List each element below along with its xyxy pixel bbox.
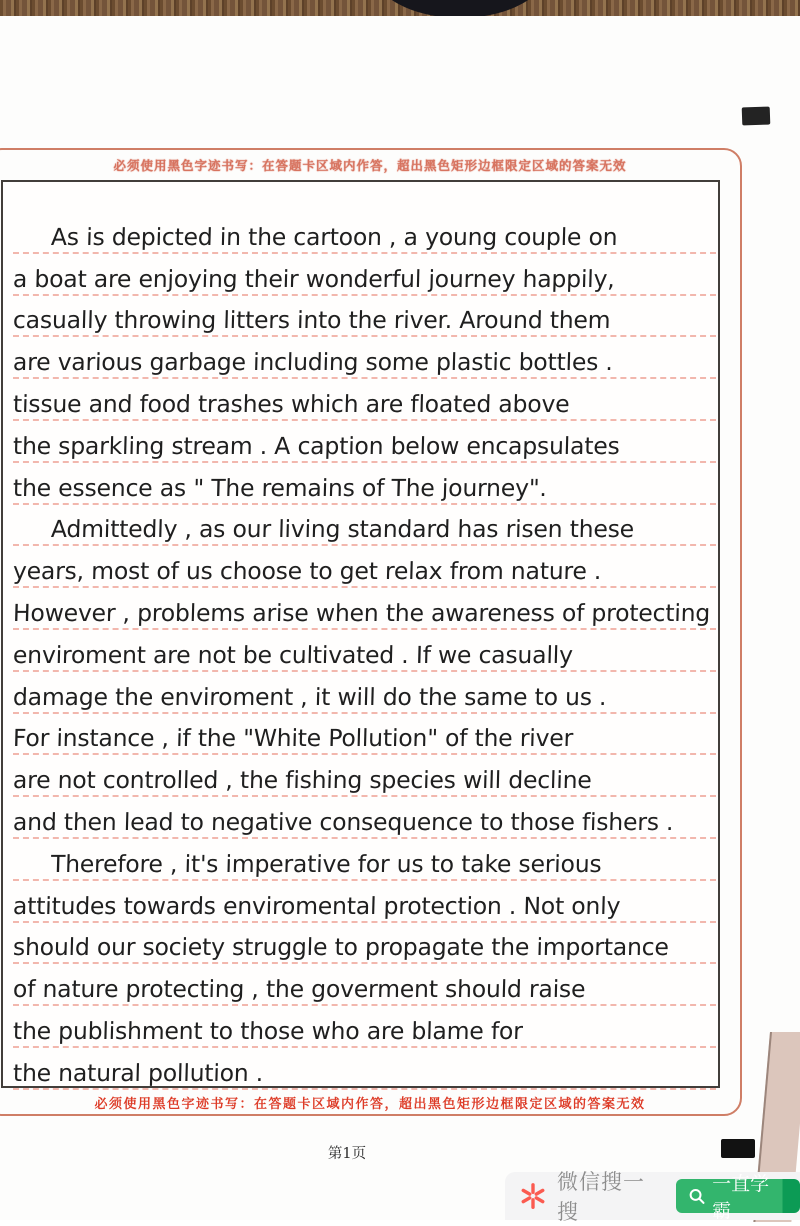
top-instruction-text: 必须使用黑色字迹书写：在答题卡区域内作答，超出黑色矩形边框限定区域的答案无效 xyxy=(113,158,627,173)
registration-mark-bottom-right xyxy=(721,1139,755,1158)
essay-line-text: damage the enviroment , it will do the same to us . xyxy=(12,682,607,711)
essay-line-text: the natural pollution . xyxy=(12,1058,264,1087)
essay-line-text: Admittedly , as our living standard has risen these xyxy=(50,515,635,544)
essay-line xyxy=(13,379,716,421)
essay-line xyxy=(13,630,716,672)
essay-line xyxy=(13,839,716,881)
essay-line xyxy=(13,1048,716,1090)
essay-line-text: attitudes towards enviromental protection . Not only xyxy=(12,891,621,920)
essay-line-text: should our society struggle to propagate the importance xyxy=(12,933,670,962)
essay-line xyxy=(13,337,716,379)
essay-line-text: the publishment to those who are blame for xyxy=(12,1016,524,1045)
registration-mark-top-right xyxy=(742,107,771,126)
essay-line xyxy=(13,212,716,254)
essay-line xyxy=(13,296,716,338)
essay-line xyxy=(13,505,716,547)
essay-line-text: casually throwing litters into the river. Around them xyxy=(12,306,611,335)
essay-line xyxy=(13,463,716,505)
essay-line-text: of nature protecting , the goverment should raise xyxy=(12,975,586,1004)
desk-wood-background xyxy=(0,0,800,16)
essay-answer-area xyxy=(1,180,720,1088)
essay-line xyxy=(13,964,716,1006)
essay-line-text: years, most of us choose to get relax from nature . xyxy=(12,557,602,586)
essay-line xyxy=(13,714,716,756)
essay-line-text: However , problems arise when the awareness of protecting xyxy=(12,598,711,627)
essay-line xyxy=(13,421,716,463)
handwritten-essay xyxy=(13,212,716,1090)
essay-line xyxy=(13,588,716,630)
watermark-brand-label: 微信搜一搜 xyxy=(557,1170,645,1224)
page-number: 第1页 xyxy=(327,1146,367,1162)
essay-line xyxy=(13,881,716,923)
essay-line-text: enviroment are not be cultivated . If we casually xyxy=(12,640,574,669)
essay-line-text: the sparkling stream . A caption below encapsulates xyxy=(12,431,620,460)
essay-line-text: and then lead to negative consequence to those fishers . xyxy=(12,807,674,836)
essay-line-text: For instance , if the "White Pollution" of the river xyxy=(12,724,574,753)
spark-asterisk-icon xyxy=(518,1181,548,1211)
dark-round-object xyxy=(372,0,548,16)
essay-line xyxy=(13,923,716,965)
essay-line xyxy=(13,546,716,588)
essay-line-text: are various garbage including some plastic bottles . xyxy=(12,348,614,377)
essay-line-text: tissue and food trashes which are floated above xyxy=(12,389,570,418)
search-button-label: 一直学霸 xyxy=(712,1173,770,1222)
essay-line-text: a boat are enjoying their wonderful journey happily, xyxy=(12,264,615,293)
essay-line-text: As is depicted in the cartoon , a young couple on xyxy=(50,222,618,251)
essay-line-text: the essence as " The remains of The journey". xyxy=(12,473,548,502)
essay-line xyxy=(13,1006,716,1048)
essay-line xyxy=(13,672,716,714)
wechat-search-watermark xyxy=(505,1170,800,1224)
essay-line xyxy=(13,797,716,839)
search-icon xyxy=(688,1187,706,1206)
essay-line-text: Therefore , it's imperative for us to take serious xyxy=(50,849,602,878)
essay-line xyxy=(13,755,716,797)
essay-line-text: are not controlled , the fishing species will decline xyxy=(12,766,593,795)
essay-line xyxy=(13,254,716,296)
wechat-search-button[interactable] xyxy=(676,1173,800,1222)
bottom-instruction-text: 必须使用黑色字迹书写：在答题卡区域内作答，超出黑色矩形边框限定区域的答案无效 xyxy=(94,1097,646,1112)
